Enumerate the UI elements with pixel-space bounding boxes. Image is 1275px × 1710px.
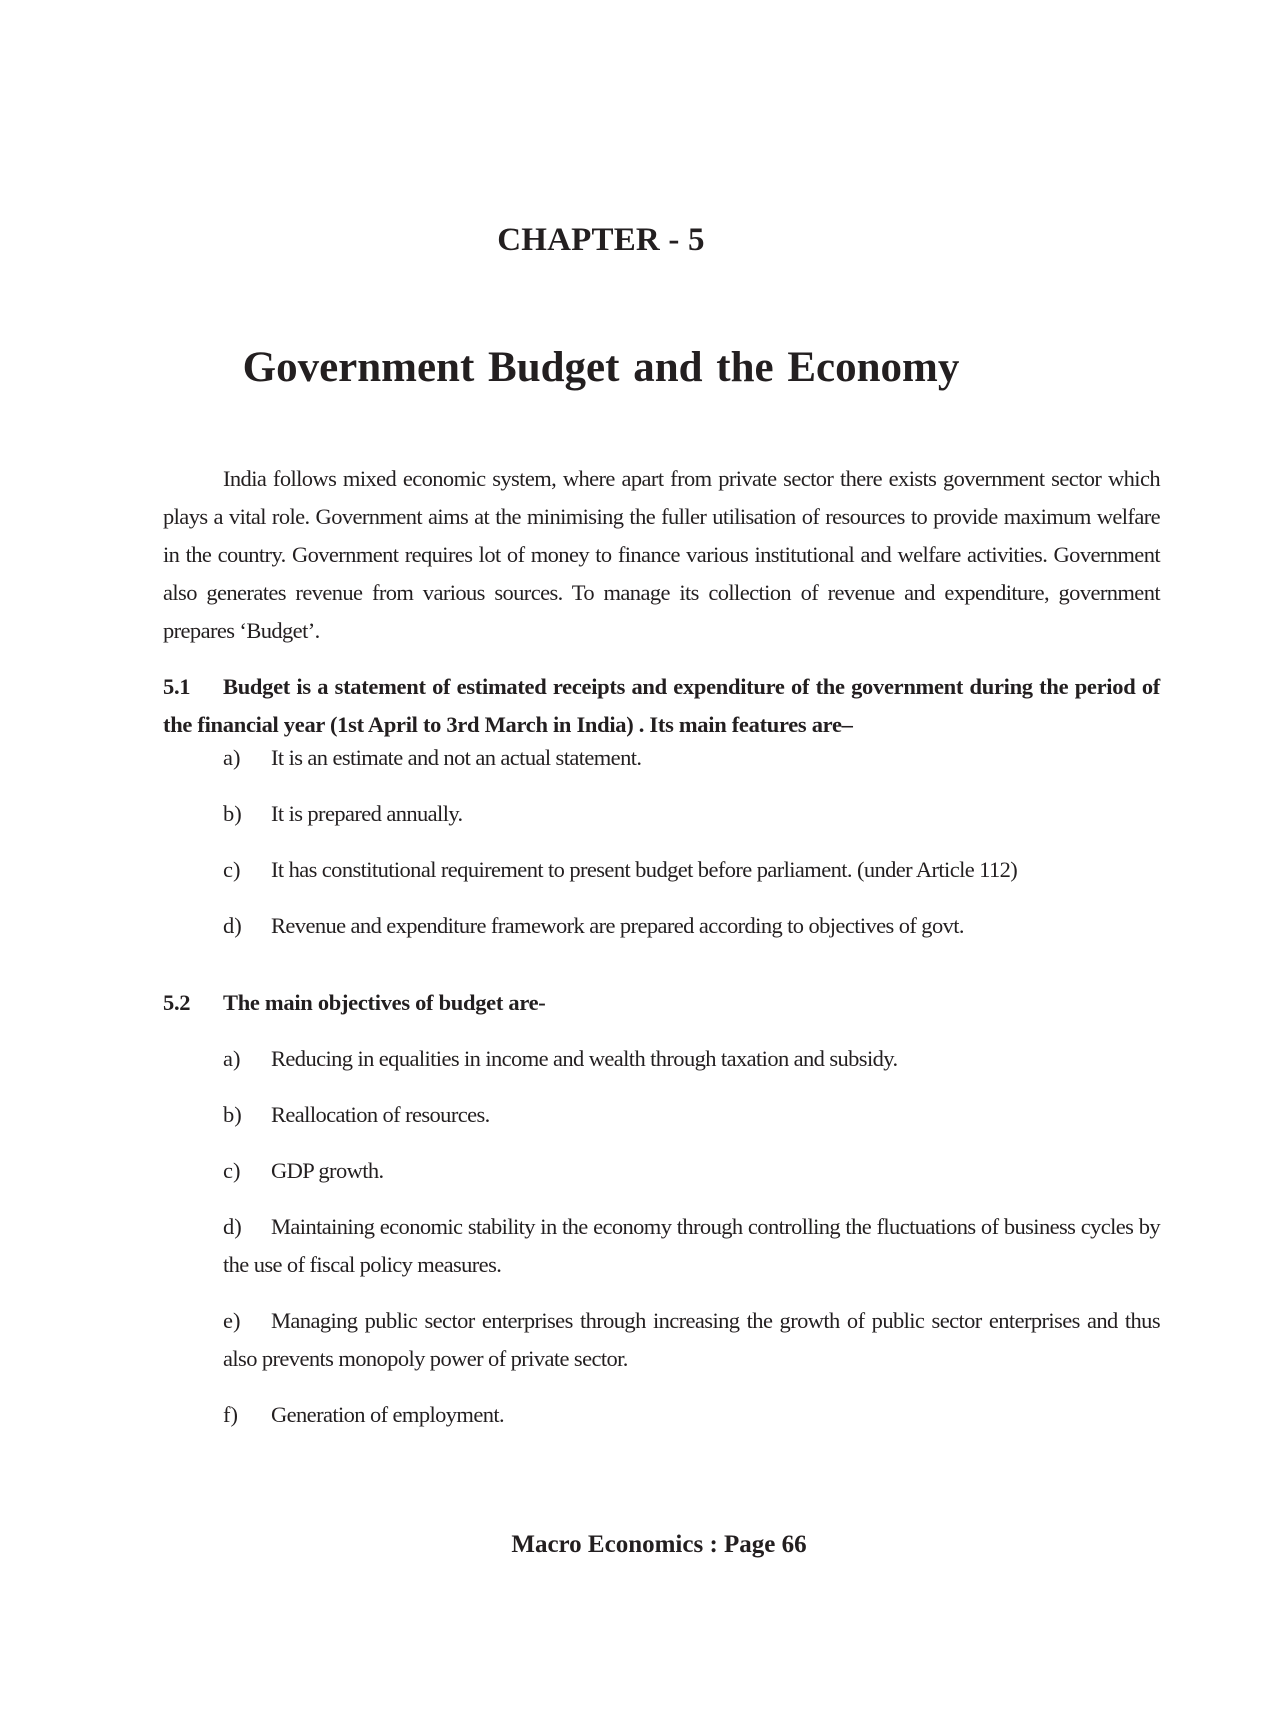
list-item-text: Reallocation of resources. — [271, 1102, 490, 1127]
list-marker: c) — [223, 1158, 241, 1183]
list-item-text: Revenue and expenditure framework are prepared according to objectives of govt. — [271, 913, 964, 938]
list-item — [223, 907, 1160, 945]
chapter-title: Government Budget and the Economy — [242, 344, 960, 391]
page-footer: Macro Economics : Page 66 — [511, 1531, 807, 1558]
section-5-1-heading — [163, 668, 1160, 744]
list-item-text: Reducing in equalities in income and wealth through taxation and subsidy. — [271, 1046, 898, 1071]
intro-paragraph: India follows mixed economic system, where apart from private sector there exists government sector which plays a vital role. Government aims at the minimising the fuller utilisation of resources to provide maximum welfare in the country. Government requires lot of money to finance various institutional and welfare activities. Government also generates revenue from various sources. To manage its collection of revenue and expenditure, government prepares ‘Budget’. — [163, 466, 1160, 643]
list-marker: b) — [223, 801, 242, 826]
list-marker: c) — [223, 857, 241, 882]
section-heading-text: The main objectives of budget are- — [223, 990, 546, 1015]
list-item-text: It has constitutional requirement to present budget before parliament. (under Article 112) — [271, 857, 1018, 882]
list-marker: f) — [223, 1402, 238, 1427]
list-marker: d) — [223, 1214, 242, 1239]
list-item-text: Generation of employment. — [271, 1402, 505, 1427]
section-5-2-heading — [163, 984, 1160, 1022]
list-marker: d) — [223, 913, 242, 938]
list-item-text: It is an estimate and not an actual statement. — [271, 745, 642, 770]
list-marker: a) — [223, 745, 241, 770]
list-item — [223, 1302, 1160, 1378]
section-heading-text: Budget is a statement of estimated receipts and expenditure of the government during the period of the financial year (1st April to 3rd March in India) . Its main features are– — [163, 674, 1160, 737]
chapter-label: CHAPTER - 5 — [497, 222, 705, 258]
section-number: 5.1 — [163, 674, 191, 699]
list-marker: a) — [223, 1046, 241, 1071]
list-item — [223, 739, 1160, 777]
list-item — [223, 1096, 1160, 1134]
list-item-text: Maintaining economic stability in the economy through controlling the fluctuations of business cycles by the use of fiscal policy measures. — [223, 1214, 1160, 1277]
list-item — [223, 1040, 1160, 1078]
list-item — [223, 1208, 1160, 1284]
list-marker: b) — [223, 1102, 242, 1127]
list-item-text: GDP growth. — [271, 1158, 384, 1183]
section-number: 5.2 — [163, 990, 191, 1015]
list-item-text: It is prepared annually. — [271, 801, 463, 826]
list-marker: e) — [223, 1308, 241, 1333]
list-item — [223, 795, 1160, 833]
list-item-text: Managing public sector enterprises through increasing the growth of public sector enterprises and thus also prevents monopoly power of private sector. — [223, 1308, 1160, 1371]
list-item — [223, 1152, 1160, 1190]
list-item — [223, 851, 1160, 889]
list-item — [223, 1396, 1160, 1434]
